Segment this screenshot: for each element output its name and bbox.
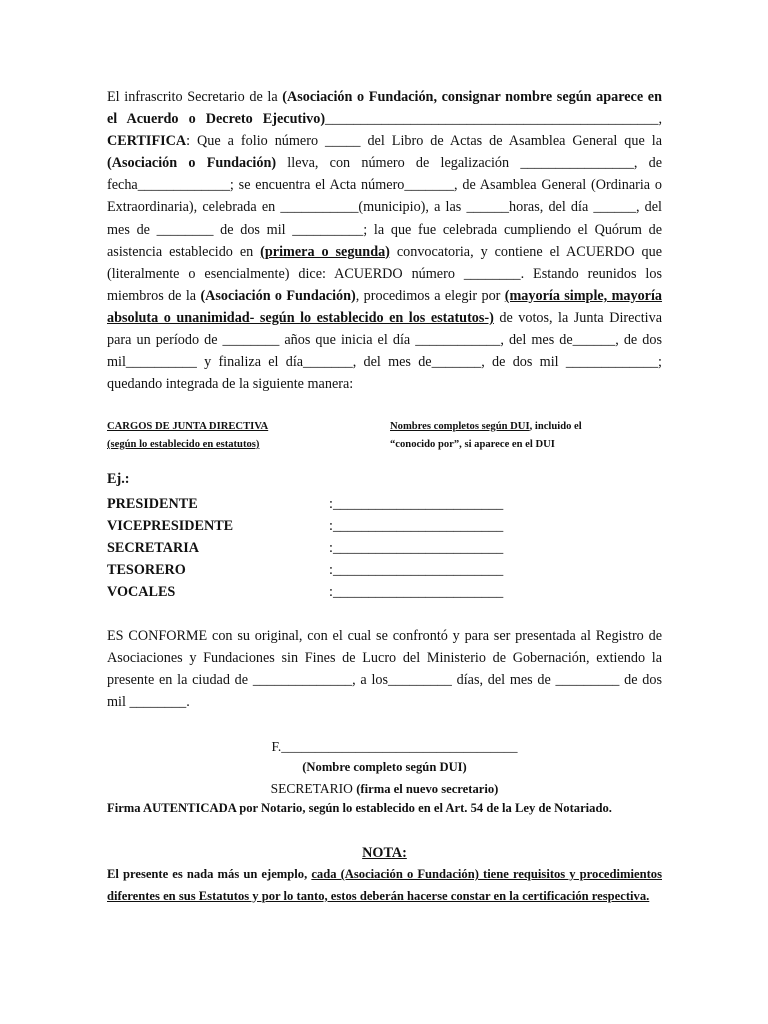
- convocatoria-label: (primera o segunda): [260, 243, 390, 260]
- entity-name-blank: _______________________________________________,: [325, 111, 662, 128]
- intro-text: convocatoria, y contiene el ACUERDO que (literalmente o esencialmente) dice: ACUERDO número ________. Estando reunidos los miembros de la: [107, 243, 662, 304]
- notary-note: Firma AUTENTICADA por Notario, según lo establecido en el Art. 54 de la Ley de Notariado.: [107, 801, 612, 815]
- nombres-header-line1: Nombres completos según DUI: [390, 421, 530, 432]
- majority-type-label: (mayoría simple, mayoría absoluta o unanimidad- según lo establecido en los estatutos-): [107, 287, 663, 326]
- intro-text: , procedimos a elegir por: [355, 287, 505, 304]
- board-roles-list: [107, 493, 507, 603]
- entity-type-label: (Asociación o Fundación): [107, 155, 277, 172]
- role-row-vocales: [107, 581, 507, 603]
- cargos-header-line1: CARGOS DE JUNTA DIRECTIVA: [107, 421, 269, 432]
- role-name-blank: :________________________: [329, 540, 504, 556]
- cargos-header-line2: (según lo establecido en estatutos): [107, 439, 260, 450]
- signature-name-note: (Nombre completo según DUI): [302, 760, 467, 774]
- nota-text-intro: El presente es nada más un ejemplo,: [107, 867, 312, 881]
- intro-text: lleva, con número de legalización ________________, de fecha_____________; se encuentra el Acta número_______, de Asamblea General (Ordinaria o Extraordinaria), celebrada en ___________(municipio), a las ______horas, del día ______, del mes de ________ de dos mil __________; la que fue celebrada cumpliendo el Quórum de asistencia establecido en: [107, 155, 662, 260]
- entity-name-placeholder: (Asociación o Fundación, consignar nombre según aparece en el Acuerdo o Decreto Ejecutivo): [107, 89, 662, 128]
- example-label: Ej.:: [107, 471, 130, 487]
- role-row-secretaria: [107, 537, 507, 559]
- role-name: VOCALES: [107, 584, 176, 600]
- conforme-text: ES CONFORME con su original, con el cual se confrontó y para ser presentada al Registro de Asociaciones y Fundaciones sin Fines de Lucro del Ministerio de Gobernación, extiendo la presente en la ciudad de ______________, a los_________ días, del mes de _________ de dos mil ________.: [107, 628, 662, 711]
- cargos-header: [107, 418, 268, 454]
- nota-paragraph: [107, 864, 662, 907]
- signature-role: SECRETARIO: [270, 781, 357, 796]
- certifica-label: CERTIFICA: [107, 133, 187, 150]
- role-name-blank: :________________________: [329, 562, 504, 578]
- nota-text-underlined: cada (Asociación o Fundación) tiene requisitos y procedimientos diferentes en sus Estatutos y por lo tanto, estos deberán hacerse constar en la certificación respectiva.: [107, 867, 662, 903]
- role-name-blank: :________________________: [329, 584, 504, 600]
- role-name: PRESIDENTE: [107, 496, 198, 512]
- nombres-header-line2: “conocido por”, si aparece en el DUI: [390, 439, 555, 450]
- role-row-tesorero: [107, 559, 507, 581]
- intro-text: : Que a folio número _____ del Libro de Actas de Asamblea General que la: [186, 133, 662, 150]
- nota-title: NOTA:: [362, 845, 407, 861]
- signature-line: F.___________________________________: [271, 739, 518, 754]
- conforme-paragraph: [107, 625, 662, 713]
- role-name: VICEPRESIDENTE: [107, 518, 234, 534]
- entity-type-label: (Asociación o Fundación): [200, 287, 356, 304]
- signature-role-note: (firma el nuevo secretario): [356, 782, 499, 796]
- role-name-blank: :________________________: [329, 518, 504, 534]
- intro-text: El infrascrito Secretario de la: [107, 89, 283, 105]
- nombres-header: [390, 418, 582, 454]
- role-name: SECRETARIA: [107, 540, 199, 556]
- signature-block: [107, 736, 662, 800]
- intro-text: de votos, la Junta Directiva para un período de ________ años que inicia el día ____________, del mes de______, de dos mil__________ y finaliza el día_______, del mes de_______, de dos mil _____________; quedando integrada de la siguiente manera:: [107, 309, 662, 393]
- nombres-header-line1b: , incluido el: [529, 421, 582, 432]
- role-row-presidente: [107, 493, 507, 515]
- role-name-blank: :________________________: [329, 496, 504, 512]
- role-name: TESORERO: [107, 562, 186, 578]
- role-row-vicepresidente: [107, 515, 507, 537]
- intro-paragraph: [107, 86, 662, 395]
